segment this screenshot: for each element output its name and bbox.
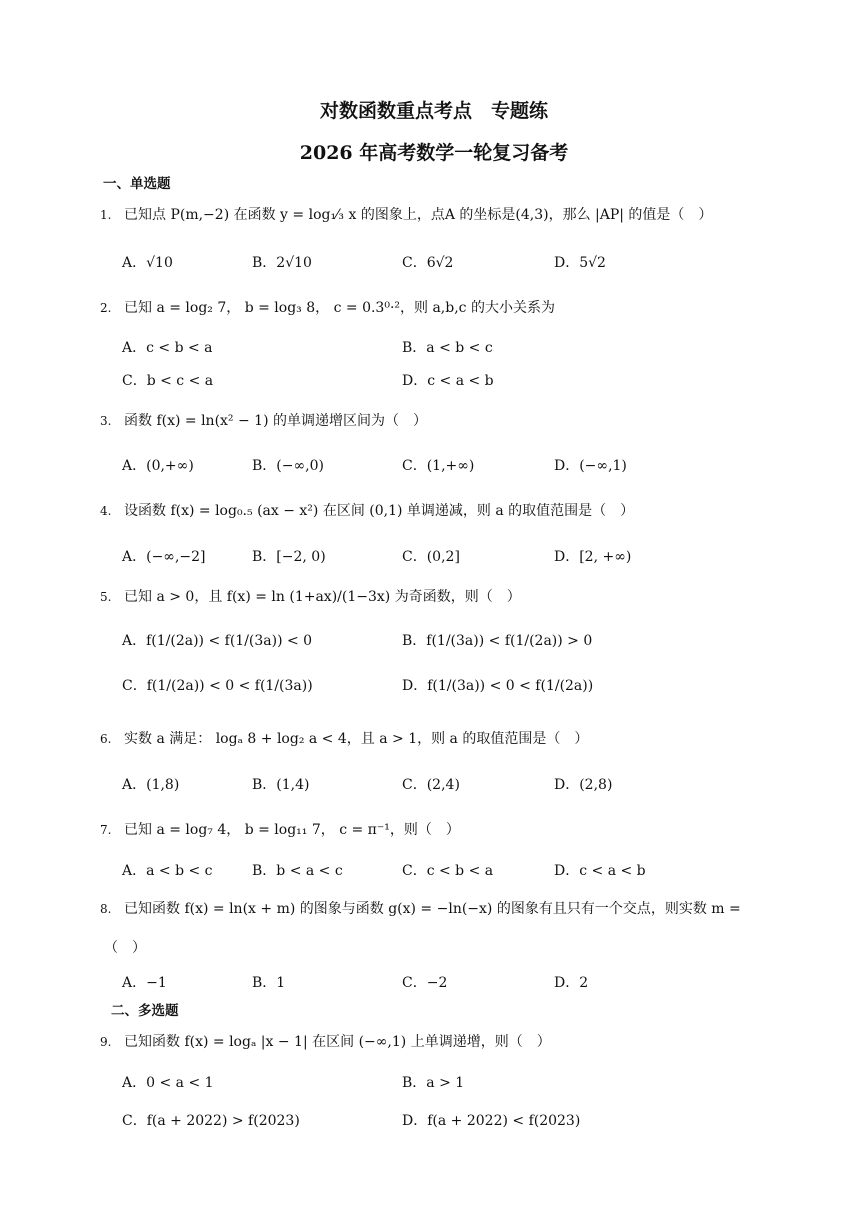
section-multi-choice: 二、多选题	[111, 1003, 179, 1019]
question-text: 实数 a 满足： logₐ 8 + log₂ a < 4，且 a > 1，则 a 的取值范围是（ ）	[124, 731, 589, 747]
q4-option-d: D．[2, +∞)	[554, 549, 632, 565]
q5-option-c: C．f(1/(2a)) < 0 < f(1/(3a))	[122, 678, 313, 694]
q6-option-a: A．(1,8)	[122, 777, 180, 793]
q8-option-c: C．−2	[402, 975, 448, 991]
q8-option-b: B．1	[252, 975, 286, 991]
q5-option-d: D．f(1/(3a)) < 0 < f(1/(2a))	[402, 678, 594, 694]
q1-option-d: D．5√2	[554, 255, 606, 271]
q2-option-a: A．c < b < a	[122, 340, 213, 356]
question-8	[100, 898, 741, 918]
question-text: 已知 a = log₂ 7， b = log₃ 8， c = 0.3⁰·²，则 a,b,c 的大小关系为	[124, 300, 555, 316]
q9-option-d: D．f(a + 2022) < f(2023)	[402, 1113, 581, 1129]
q4-option-a: A．(−∞,−2]	[122, 549, 206, 565]
q2-option-d: D．c < a < b	[402, 373, 494, 389]
q6-option-c: C．(2,4)	[402, 777, 460, 793]
q8-option-d: D．2	[554, 975, 589, 991]
q3-option-a: A．(0,+∞)	[122, 458, 194, 474]
question-text: 已知 a > 0，且 f(x) = ln (1+ax)/(1−3x) 为奇函数，则（ ）	[124, 589, 521, 605]
q1-option-c: C．6√2	[402, 255, 454, 271]
page-subtitle: 2026 年高考数学一轮复习备考	[299, 142, 569, 164]
question-3	[100, 410, 427, 430]
question-text: 设函数 f(x) = log₀.₅ (ax − x²) 在区间 (0,1) 单调递减，则 a 的取值范围是（ ）	[124, 503, 635, 519]
question-9	[100, 1031, 551, 1051]
q6-option-d: D．(2,8)	[554, 777, 613, 793]
q7-option-d: D．c < a < b	[554, 863, 646, 879]
q9-option-b: B．a > 1	[402, 1075, 465, 1091]
question-8-paren: （ ）	[104, 940, 146, 956]
q3-option-d: D．(−∞,1)	[554, 458, 627, 474]
q2-option-c: C．b < c < a	[122, 373, 214, 389]
question-number: 2.	[100, 301, 112, 315]
q3-option-c: C．(1,+∞)	[402, 458, 475, 474]
question-4	[100, 500, 634, 520]
question-text: 已知 a = log₇ 4， b = log₁₁ 7， c = π⁻¹，则（ ）	[124, 822, 460, 838]
q9-option-a: A．0 < a < 1	[122, 1075, 214, 1091]
q7-option-a: A．a < b < c	[122, 863, 213, 879]
question-6	[100, 728, 588, 748]
q7-option-c: C．c < b < a	[402, 863, 494, 879]
q2-option-b: B．a < b < c	[402, 340, 493, 356]
q1-option-a: A．√10	[122, 255, 173, 271]
q5-option-b: B．f(1/(3a)) < f(1/(2a)) > 0	[402, 633, 593, 649]
question-number: 3.	[100, 414, 112, 428]
q6-option-b: B．(1,4)	[252, 777, 310, 793]
q8-option-a: A．−1	[122, 975, 167, 991]
question-text: 已知点 P(m,−2) 在函数 y = log₁⁄₃ x 的图象上，点A 的坐标是(4,3)，那么 |AP| 的值是（ ）	[124, 207, 713, 223]
q4-option-b: B．[−2, 0)	[252, 549, 326, 565]
question-5	[100, 586, 521, 606]
q4-option-c: C．(0,2]	[402, 549, 460, 565]
question-text: 已知函数 f(x) = ln(x + m) 的图象与函数 g(x) = −ln(−x) 的图象有且只有一个交点，则实数 m =	[124, 901, 741, 917]
question-number: 5.	[100, 590, 112, 604]
q5-option-a: A．f(1/(2a)) < f(1/(3a)) < 0	[122, 633, 313, 649]
section-single-choice: 一、单选题	[103, 176, 171, 192]
question-number: 9.	[100, 1035, 112, 1049]
question-number: 1.	[100, 208, 112, 222]
q7-option-b: B．b < a < c	[252, 863, 343, 879]
question-number: 8.	[100, 902, 112, 916]
question-number: 4.	[100, 504, 112, 518]
question-text: 已知函数 f(x) = logₐ |x − 1| 在区间 (−∞,1) 上单调递增，则（ ）	[124, 1034, 551, 1050]
q9-option-c: C．f(a + 2022) > f(2023)	[122, 1113, 300, 1129]
question-1	[100, 204, 712, 224]
q1-option-b: B．2√10	[252, 255, 312, 271]
question-number: 6.	[100, 732, 112, 746]
q3-option-b: B．(−∞,0)	[252, 458, 324, 474]
question-number: 7.	[100, 823, 112, 837]
page-title: 对数函数重点考点 专题练	[319, 100, 548, 122]
question-7	[100, 819, 460, 839]
question-2	[100, 297, 555, 317]
question-text: 函数 f(x) = ln(x² − 1) 的单调递增区间为（ ）	[124, 413, 427, 429]
